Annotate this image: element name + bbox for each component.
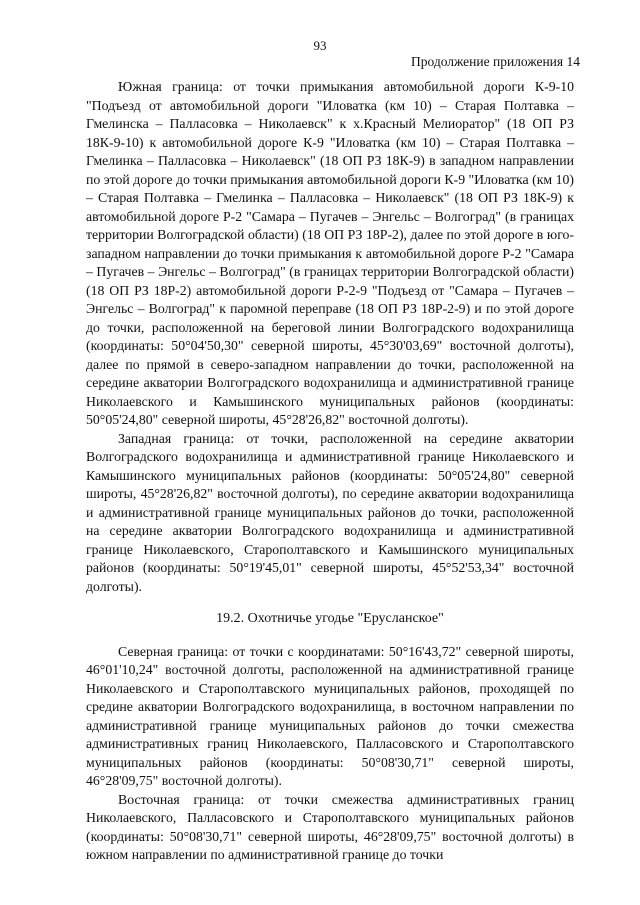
paragraph-southern-border: Южная граница: от точки примыкания автомобильной дороги К-9-10 "Подъезд от автомобильной дороги "Иловатка (км 10) – Старая Полтавка – Гмелинска – Палласовка – Николаевск" к х.Красный Мелиоратор" (18 ОП РЗ 18К-9-10) к автомобильной дороге К-9 "Иловатка (км 10) – Старая Полтавка – Гмелинка – Палласовка – Николаевск" (18 ОП РЗ 18К-9) в западном направлении по этой дороге до точки примыкания автомобильной дороги К-9 "Иловатка (км 10) – Старая Полтавка – Гмелинка – Палласовка – Николаевск" (18 ОП РЗ 18К-9) к автомобильной дороге Р-2 "Самара – Пугачев – Энгельс – Волгоград" (в границах территории Волгоградской области) (18 ОП РЗ 18Р-2), далее по этой дороге в юго-западном направлении до точки примыкания к автомобильной дороге Р-2 "Самара – Пугачев – Энгельс – Волгоград" (в границах территории Волгоградской области) (18 ОП РЗ 18Р-2) автомобильной дороги Р-2-9 "Подъезд от "Самара – Пугачев – Энгельс – Волгоград" к паромной переправе (18 ОП РЗ 18Р-2-9) и по этой дороге до точки, расположенной на береговой линии Волгоградского водохранилища (координаты: 50°04'50,30" северной широты, 45°30'03,69" восточной долготы), далее по прямой в северо-западном направлении до точки, расположенной на середине акватории Волгоградского водохранилища и административной границе Николаевского и Камышинского муниципальных районов (координаты: 50°05'24,80" северной широты, 45°28'26,82" восточной долготы).	[86, 79, 574, 427]
document-body	[86, 78, 574, 865]
page-number: 93	[313, 38, 327, 53]
paragraph-western-border: Западная граница: от точки, расположенной на середине акватории Волгоградского водохранилища и административной границе Николаевского и Камышинского муниципальных районов (координаты: 50°05'24,80" северной широты, 45°28'26,82" восточной долготы), по середине акватории водохранилища и административной границе муниципальных районов до точки, расположенной на середине акватории Волгоградского водохранилища и административной границе Николаевского, Старополтавского и Камышинского муниципальных районов (координаты: 50°19'45,01" северной широты, 45°52'53,34" восточной долготы).	[86, 430, 574, 594]
appendix-continuation-note: Продолжение приложения 14	[410, 54, 580, 69]
paragraph-northern-border: Северная граница: от точки с координатами: 50°16'43,72" северной широты, 46°01'10,24" восточной долготы, расположенной на административной границе Николаевского и Старополтавского муниципальных районов, проходящей по средине акватории Волгоградского водохранилища, в восточном направлении по административной границе муниципальных районов до точки смежества административных границ Николаевского, Палласовского и Старополтавского муниципальных районов (координаты: 50°08'30,71" северной широты, 46°28'09,75" восточной долготы).	[86, 643, 574, 788]
paragraph-eastern-border: Восточная граница: от точки смежества административных границ Николаевского, Палласовского и Старополтавского муниципальных районов (координаты: 50°08'30,71" северной широты, 46°28'09,75" восточной долготы) в южном направлении по административной границе до точки	[86, 791, 574, 862]
section-heading: 19.2. Охотничье угодье "Ерусланское"	[216, 611, 444, 626]
